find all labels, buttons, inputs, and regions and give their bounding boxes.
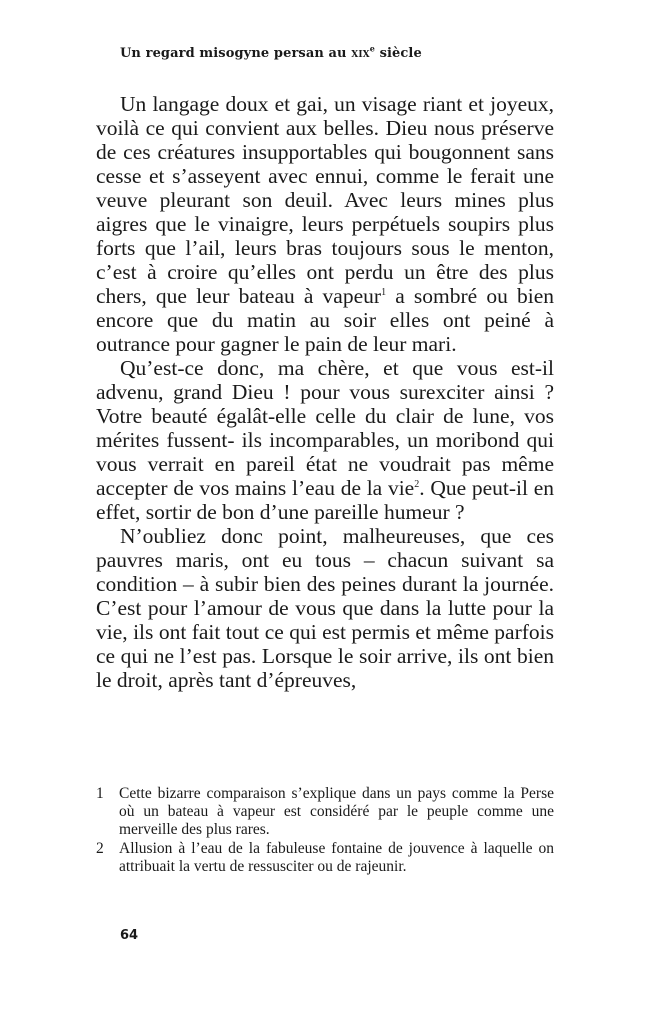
footnote-number: 1 [96,785,104,802]
page-number: 64 [120,928,139,943]
paragraph-1 [96,92,554,356]
header-title: Un regard misogyne persan au [120,46,347,61]
footnotes [96,785,554,877]
running-header [120,43,422,61]
paragraph-text: . Que peut-il en effet, sortir de bon d’une pareille humeur ? [96,476,554,524]
paragraph-text: N’oubliez donc point, malheureuses, que ces pauvres maris, ont eu tous – chacun suivant sa condition – à subir bien des peines durant la journée. C’est pour l’amour de vous que dans la lutte pour la vie, ils ont fait tout ce qui est permis et même parfois ce qui ne l’est pas. Lorsque le soir arrive, ils ont bien le droit, après tant d’épreuves, [96,524,554,692]
footnote-text: Allusion à l’eau de la fabuleuse fontaine de jouvence à laquelle on attribuait la vertu de ressusciter ou de rajeunir. [119,840,554,875]
footnote-number: 2 [96,840,104,857]
paragraph-text: Qu’est-ce donc, ma chère, et que vous est-il advenu, grand Dieu ! pour vous surexciter ainsi ? Votre beauté égalât-elle celle du clair de lune, vos mérites fussent- ils incomparables, un moribond qui vous verrait en pareil état ne voudrait pas même accepter de vos mains l’eau de la vie [96,356,554,500]
paragraph-text: a sombré ou bien encore que du matin au soir elles ont peiné à outrance pour gagner le pain de leur mari. [96,284,554,356]
footnote-ref-1: 1 [381,286,387,298]
body-text [96,92,554,692]
header-century: xix [351,46,370,61]
footnote-ref-2: 2 [414,478,420,490]
paragraph-2 [96,356,554,524]
footnote-text: Cette bizarre comparaison s’explique dans un pays comme la Perse où un bateau à vapeur est considéré par le peuple comme une merveille des plus rares. [119,785,554,838]
footnote-2 [96,840,554,876]
footnote-1 [96,785,554,839]
paragraph-3 [96,524,554,692]
header-suffix: siècle [379,46,422,61]
header-century-sup: e [369,43,375,54]
paragraph-text: Un langage doux et gai, un visage riant et joyeux, voilà ce qui convient aux belles. Dieu nous préserve de ces créatures insupportables qui bougonnent sans cesse et s’asseyent avec ennui, comme le ferait une veuve pleurant son deuil. Avec leurs mines plus aigres que le vinaigre, leurs perpétuels soupirs plus forts que l’ail, leurs bras toujours sous le menton, c’est à croire qu’elles ont perdu un être des plus chers, que leur bateau à vapeur [96,92,554,308]
